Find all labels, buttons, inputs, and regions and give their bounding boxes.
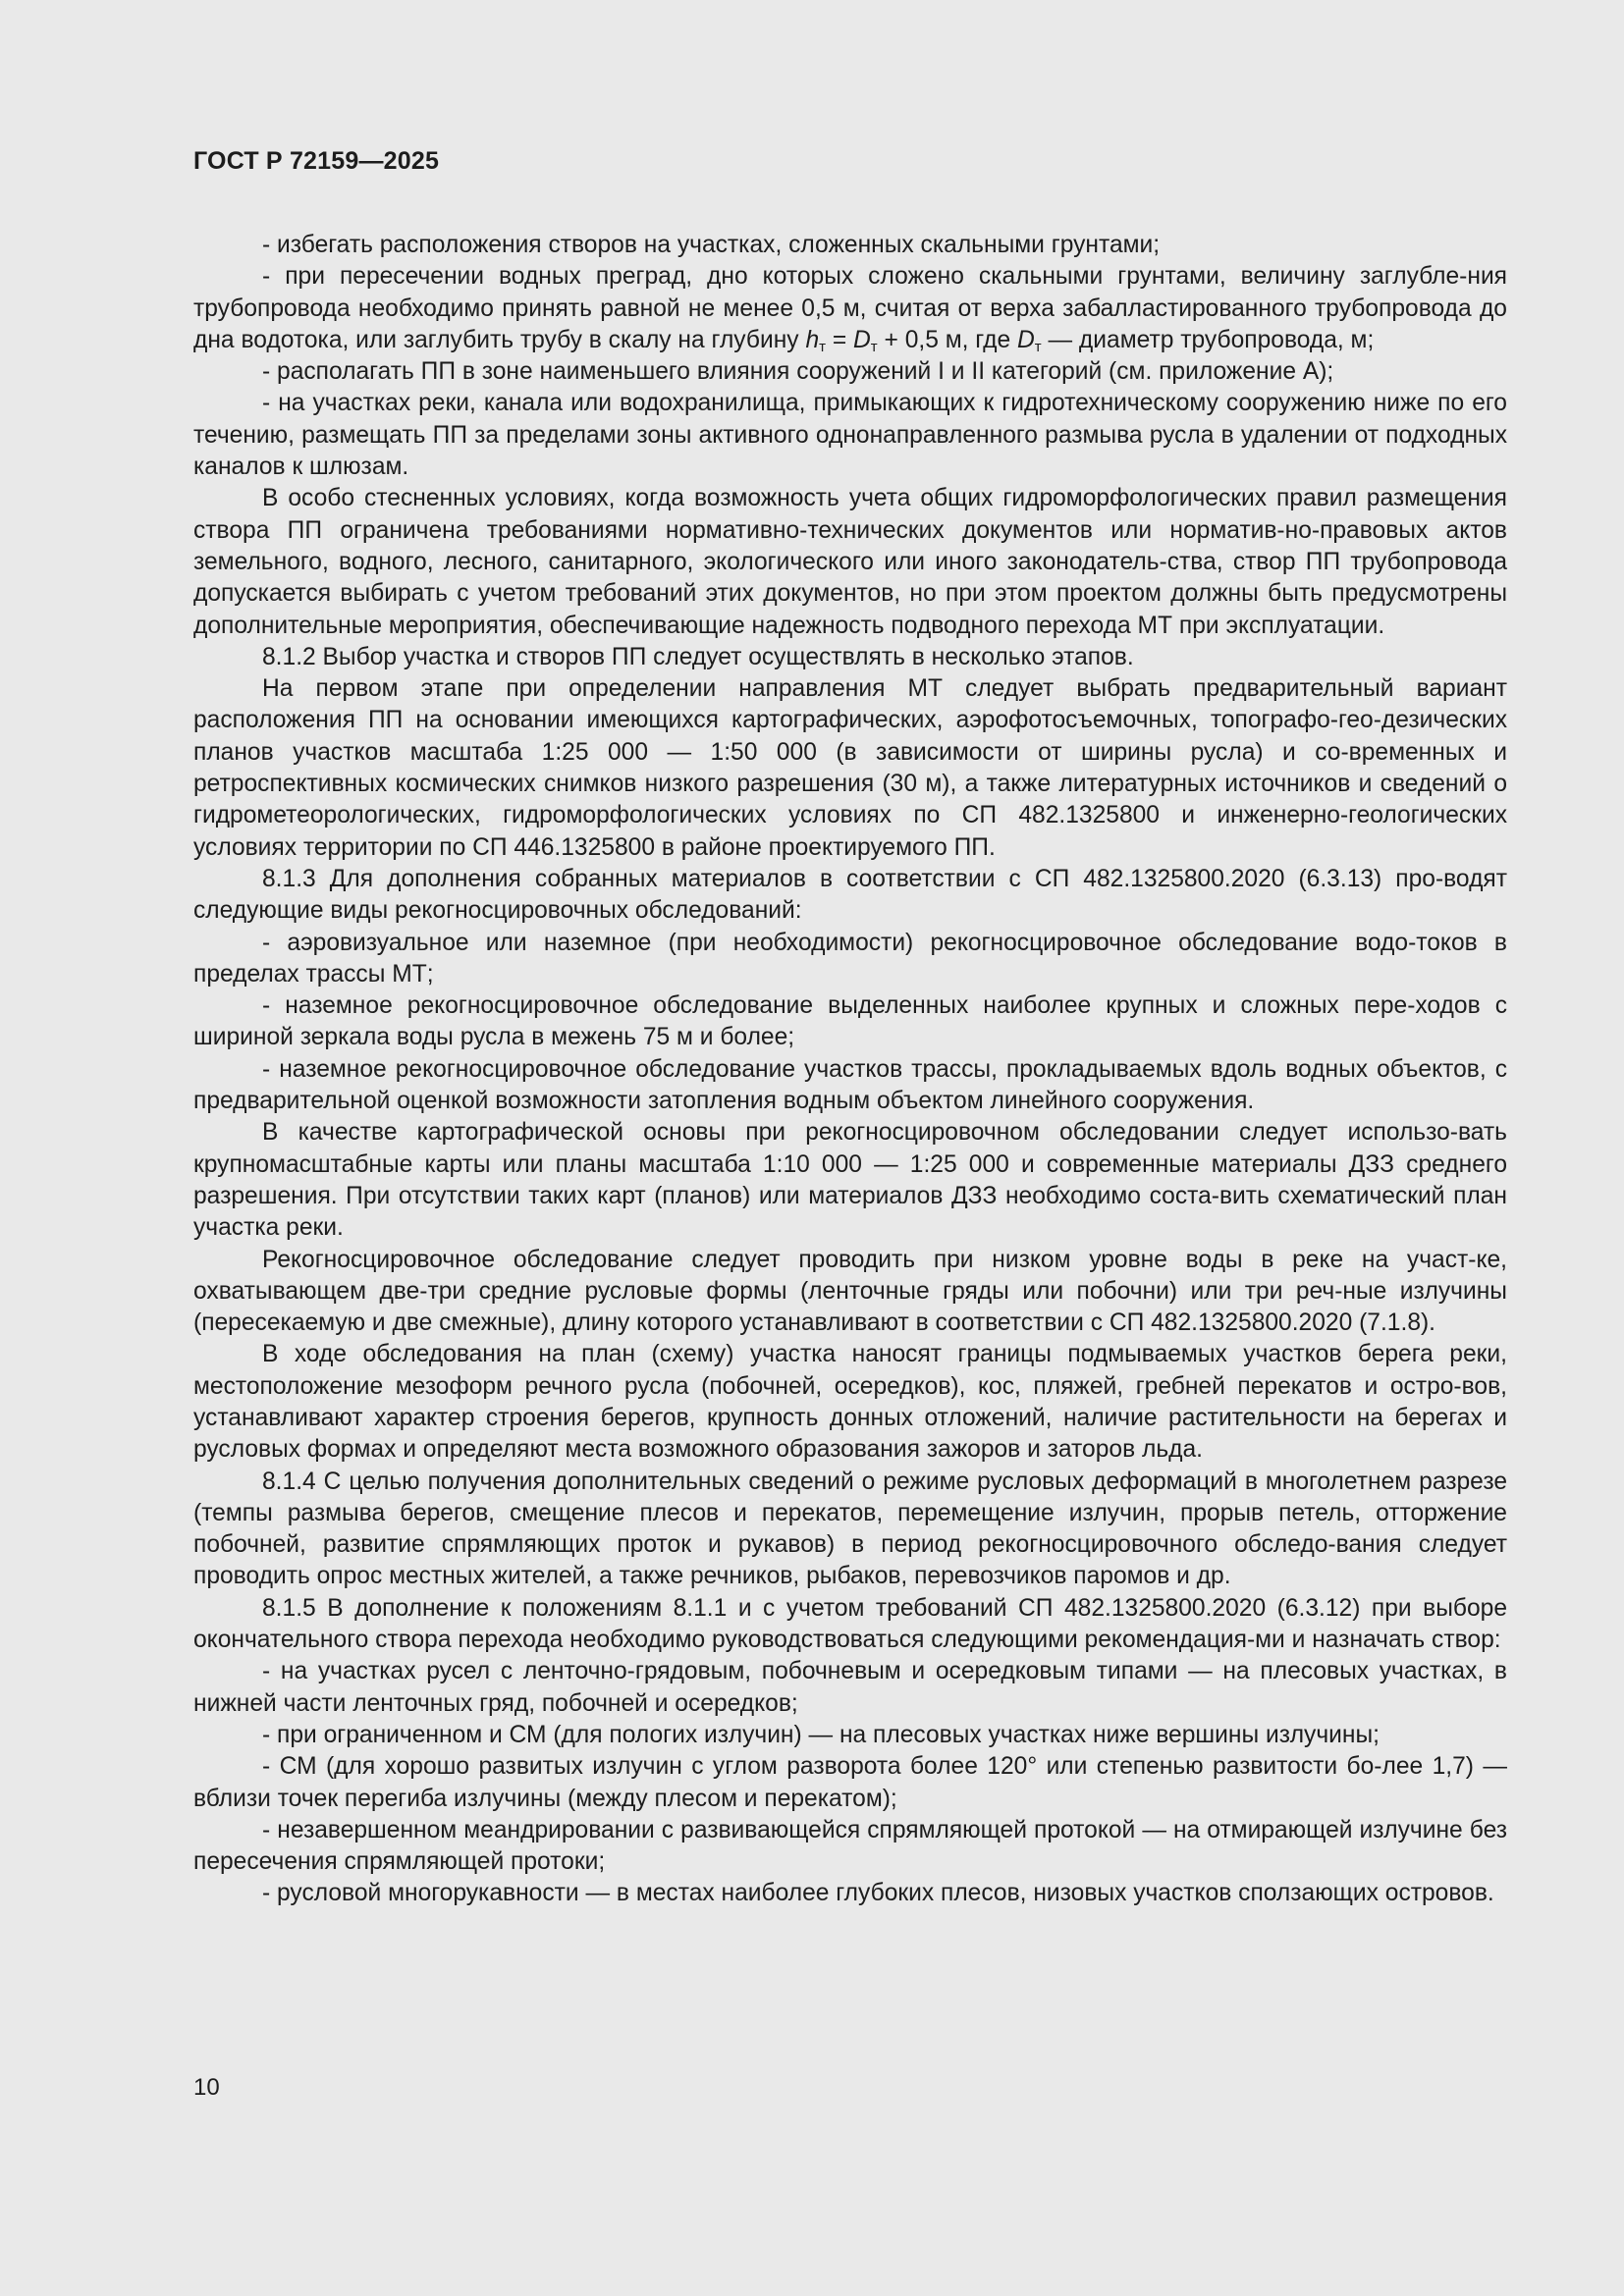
paragraph: - наземное рекогносцировочное обследование выделенных наиболее крупных и сложных пере-ходов с шириной зеркала воды русла в межень 75 м и более;	[193, 992, 1507, 1051]
formula-subscript: т	[1034, 338, 1042, 355]
paragraph-text: - при пересечении водных преград, дно которых сложено скальными грунтами, величину заглубле-ния трубопровода необходимо принять равной не менее 0,5 м, считая от верха забалластированного трубопровода до дна водотока, или заглубить трубу в скалу на глубину	[193, 263, 1507, 353]
paragraph: 8.1.5 В дополнение к положениям 8.1.1 и с учетом требований СП 482.1325800.2020 (6.3.12) при выборе окончательного створа перехода необходимо руководствоваться следующими рекомендация-ми и назначать створ:	[193, 1594, 1507, 1654]
formula-symbol: D	[853, 326, 871, 353]
paragraph-text: трубопровода, м;	[1180, 326, 1375, 353]
paragraph: - незавершенном меандрировании с развивающейся спрямляющей протокой — на отмирающей излучине без пересечения спрямляющей протоки;	[193, 1816, 1507, 1876]
paragraph: - наземное рекогносцировочное обследование участков трассы, прокладываемых вдоль водных объектов, с предварительной оценкой возможности затопления водным объектом линейного сооружения.	[193, 1055, 1507, 1115]
paragraph: - при ограниченном и СМ (для пологих излучин) — на плесовых участках ниже вершины излучины;	[262, 1721, 1380, 1748]
page-number: 10	[193, 2074, 220, 2101]
paragraph: - на участках русел с ленточно-грядовым, побочневым и осередковым типами — на плесовых участках, в нижней части ленточных гряд, побочней и осередков;	[193, 1658, 1507, 1717]
paragraph: В особо стесненных условиях, когда возможность учета общих гидроморфологических правил размещения створа ПП ограничена требованиями нормативно-технических документов или норматив-но-правовых актов земельного, водного, лесного, санитарного, экологического или иного законодатель-ства, створ ПП трубопровода допускается выбирать с учетом требований этих документов, но при этом проектом должны быть предусмотрены дополнительные мероприятия, обеспечивающие надежность подводного перехода МТ при эксплуатации.	[193, 485, 1507, 639]
paragraph: 8.1.2 Выбор участка и створов ПП следует осуществлять в несколько этапов.	[262, 643, 1134, 670]
paragraph: В ходе обследования на план (схему) участка наносят границы подмываемых участков берега реки, местоположение мезоформ речного русла (побочней, осередков), кос, пляжей, гребней перекатов и остро-вов, устанавливают характер строения берегов, крупность донных отложений, наличие растительности на берегах и русловых формах и определяют места возможного образования зажоров и заторов льда.	[193, 1341, 1507, 1464]
formula-symbol: D	[1017, 326, 1035, 353]
paragraph: - аэровизуальное или наземное (при необходимости) рекогносцировочное обследование водо-токов в пределах трассы МТ;	[193, 929, 1507, 988]
paragraph: - избегать расположения створов на участках, сложенных скальными грунтами;	[262, 232, 1161, 258]
formula-text: =	[826, 326, 854, 353]
formula-symbol: h	[805, 326, 820, 353]
paragraph	[193, 261, 1507, 356]
formula-text: — диаметр	[1041, 326, 1174, 353]
paragraph: 8.1.4 С целью получения дополнительных сведений о режиме русловых деформаций в многолетнем разрезе (темпы размыва берегов, смещение плесов и перекатов, перемещение излучин, прорыв петель, отторжение побочней, развитие спрямляющих проток и рукавов) в период рекогносцировочного обследо-вания следует проводить опрос местных жителей, а также речников, рыбаков, перевозчиков паромов и др.	[193, 1468, 1507, 1590]
document-header: ГОСТ Р 72159—2025	[193, 147, 440, 175]
paragraph: - на участках реки, канала или водохранилища, примыкающих к гидротехническому сооружению ниже по его течению, размещать ПП за пределами зоны активного однонаправленного размыва русла в удалении от подходных каналов к шлюзам.	[193, 390, 1507, 481]
formula-text: + 0,5 м, где	[877, 326, 1018, 353]
paragraph: - располагать ПП в зоне наименьшего влияния сооружений I и II категорий (см. приложение А);	[262, 358, 1334, 386]
paragraph: - СМ (для хорошо развитых излучин с углом разворота более 120° или степенью развитости бо-лее 1,7) — вблизи точек перегиба излучины (между плесом и перекатом);	[193, 1753, 1507, 1812]
paragraph: Рекогносцировочное обследование следует проводить при низком уровне воды в реке на участ-ке, охватывающем две-три средние русловые формы (ленточные гряды или побочни) или три реч-ные излучины (пересекаемую и две смежные), длину которого устанавливают в соответствии с СП 482.1325800.2020 (7.1.8).	[193, 1246, 1507, 1337]
paragraph: В качестве картографической основы при рекогносцировочном обследовании следует использо-вать крупномасштабные карты или планы масштаба 1:10 000 — 1:25 000 и современные материалы ДЗЗ среднего разрешения. При отсутствии таких карт (планов) или материалов ДЗЗ необходимо соста-вить схематический план участка реки.	[193, 1119, 1507, 1242]
paragraph: На первом этапе при определении направления МТ следует выбрать предварительный вариант расположения ПП на основании имеющихся картографических, аэрофотосъемочных, топографо-гео-дезических планов участков масштаба 1:25 000 — 1:50 000 (в зависимости от ширины русла) и со-временных и ретроспективных космических снимков низкого разрешения (30 м), а также литературных источников и сведений о гидрометеорологических, гидроморфологических условиях по СП 482.1325800 и инженерно-геологических условиях территории по СП 446.1325800 в районе проектируемого ПП.	[193, 675, 1507, 861]
formula-subscript: т	[819, 338, 826, 355]
paragraph: - русловой многорукавности — в местах наиболее глубоких плесов, низовых участков сползающих островов.	[262, 1880, 1494, 1907]
paragraph: 8.1.3 Для дополнения собранных материалов в соответствии с СП 482.1325800.2020 (6.3.13) про-водят следующие виды рекогносцировочных обследований:	[193, 865, 1507, 925]
formula-subscript: т	[870, 338, 878, 355]
document-body	[193, 230, 1507, 1910]
